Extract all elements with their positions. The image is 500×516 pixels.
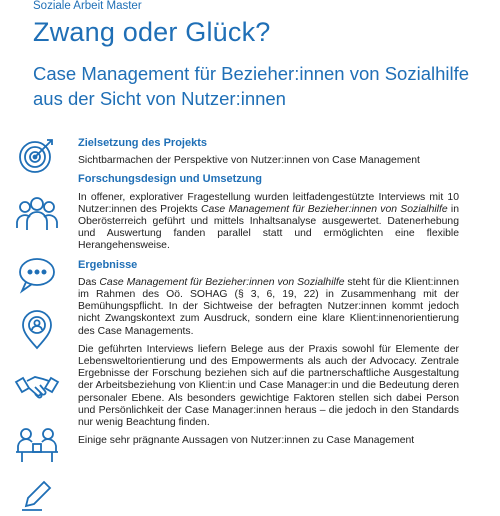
content-column (78, 137, 459, 447)
ergebnisse-paragraph-3: Einige sehr prägnante Aussagen von Nutzer:innen zu Case Management (78, 435, 415, 447)
meeting-table-icon (14, 424, 60, 464)
handshake-icon (14, 366, 60, 406)
hand-writing-icon (14, 476, 60, 516)
ergebnisse-paragraph-2: Die geführten Interviews liefern Belege aus der Praxis sowohl für Elemente der Lebensweltorientierung und des Empowerments als auch der Advocacy. Zentrale Ergebnisse der Forschung beziehen sich auf die partnerschaftliche Ausgestaltung der Arbeitsbeziehung von Klient:in und Case Manager:in und die Bedeutung deren personaler Ebene. Als besonders gewichtige Faktoren stellen sich dabei Person und Persönlichkeit der Case Manager:innen heraus – die jedoch in den Standards nur wenig Beachtung finden. (78, 343, 459, 429)
program-label: Soziale Arbeit Master (33, 0, 142, 12)
section-heading-forschung: Forschungsdesign und Umsetzung (78, 173, 262, 186)
speech-bubble-icon (14, 254, 60, 294)
team-icon (14, 194, 60, 234)
section-heading-ziel: Zielsetzung des Projekts (78, 137, 207, 149)
section-heading-ergebnisse: Ergebnisse (78, 258, 138, 271)
section-text-ziel: Sichtbarmachen der Perspektive von Nutzer:innen von Case Management (78, 155, 420, 167)
target-icon (14, 136, 60, 176)
location-pin-person-icon (14, 310, 60, 350)
page-title: Zwang oder Glück? (33, 17, 271, 47)
ergebnisse-paragraph-1: Das Case Management für Bezieher:innen von Sozialhilfe steht für die Klient:innen im Rahmen des Oö. SOHAG (§ 3, 6, 19, 22) in Zusammenhang mit der Bemühungspflicht. In der Sichtweise der befragten Nutzer:innen kommt jedoch nicht Zwangskontext zum Ausdruck, sondern eine klare Klient:innenorientierung des Case Managements. (78, 276, 459, 337)
page-subtitle: Case Management für Bezieher:innen von Sozialhilfe aus der Sicht von Nutzer:innen (33, 63, 470, 109)
section-text-forschung: In offener, explorativer Fragestellung wurden leitfadengestützte Interviews mit 10 Nutzer:innen des Projekts Case Management für Bezieher:innen von Sozialhilfe in Oberösterreich geführt und mittels Inhaltsanalyse ausgewertet. Datenerhebung und Auswertung fanden parallel statt und ermöglichten eine flexible Herangehensweise. (78, 191, 459, 252)
